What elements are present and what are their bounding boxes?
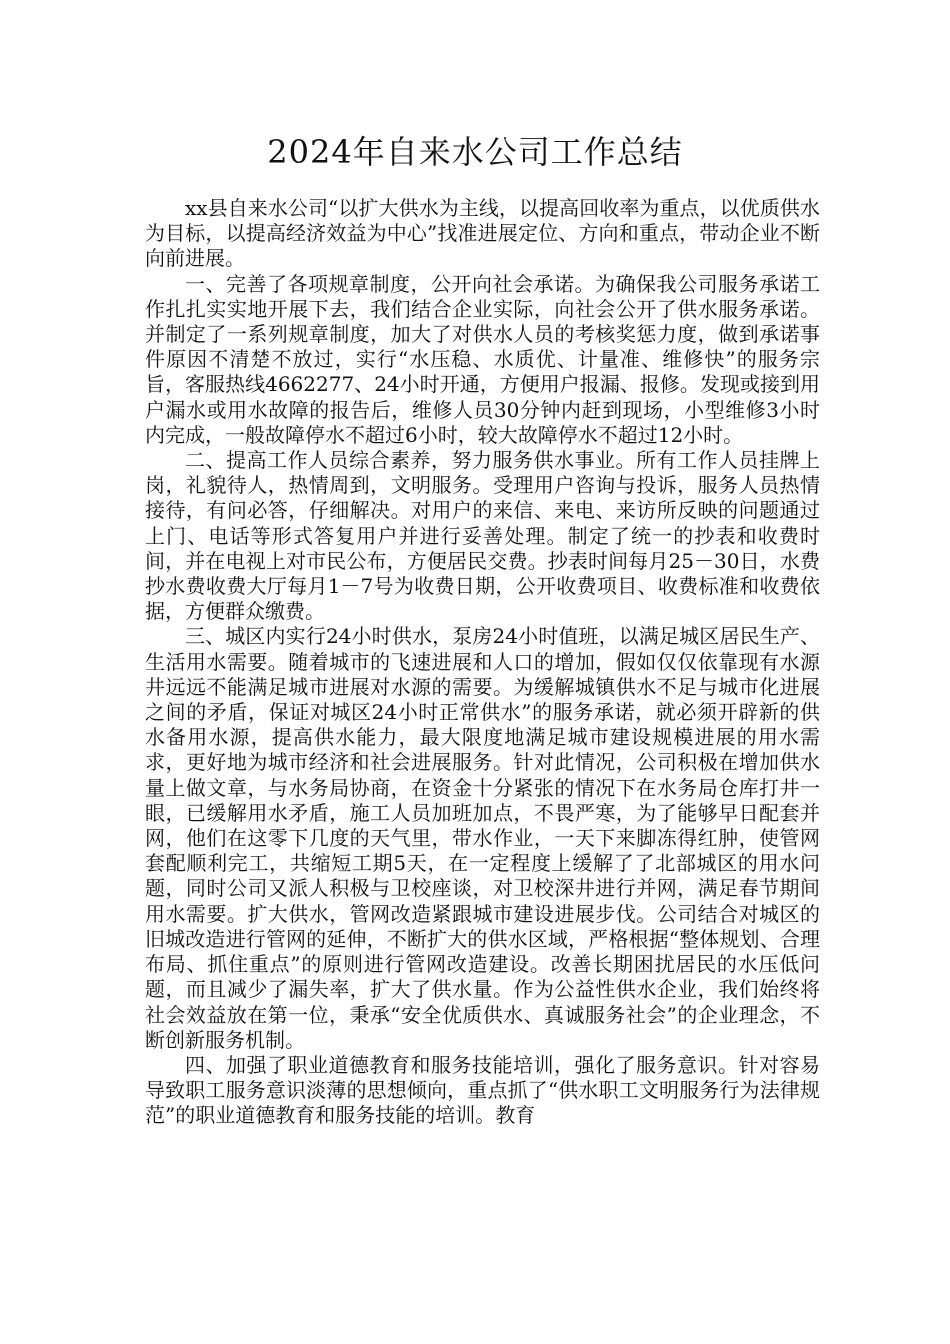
document-title: 2024年自来水公司工作总结: [267, 133, 683, 171]
paragraph-section-1: 一、完善了各项规章制度，公开向社会承诺。为确保我公司服务承诺工作扎扎实实地开展下去，我们结合企业实际，向社会公开了供水服务承诺。并制定了一系列规章制度，加大了对供水人员的考核奖惩力度，做到承诺事件原因不清楚不放过，实行“水压稳、水质优、计量准、维修快”的服务宗旨，客服热线4662277、24小时开通，方便用户报漏、报修。发现或接到用户漏水或用水故障的报告后，维修人员30分钟内赶到现场，小型维修3小时内完成，一般故障停水不超过6小时，较大故障停水不超过12小时。: [145, 271, 820, 447]
document-body: [145, 196, 820, 1129]
paragraph-section-4: 四、加强了职业道德教育和服务技能培训，强化了服务意识。针对容易导致职工服务意识淡薄的思想倾向，重点抓了“供水职工文明服务行为法律规范”的职业道德教育和服务技能的培训。教育: [145, 1052, 820, 1128]
paragraph-section-2: 二、提高工作人员综合素养，努力服务供水事业。所有工作人员挂牌上岗，礼貌待人，热情周到，文明服务。受理用户咨询与投诉，服务人员热情接待，有问必答，仔细解决。对用户的来信、来电、来访所反映的问题通过上门、电话等形式答复用户并进行妥善处理。制定了统一的抄表和收费时间，并在电视上对市民公布，方便居民交费。抄表时间每月25－30日，水费抄水费收费大厅每月1－7号为收费日期，公开收费项目、收费标准和收费依据，方便群众缴费。: [145, 448, 820, 624]
paragraph-intro: xx县自来水公司“以扩大供水为主线，以提高回收率为重点，以优质供水为目标，以提高经济效益为中心”找准进展定位、方向和重点，带动企业不断向前进展。: [145, 196, 820, 271]
paragraph-section-3: 三、城区内实行24小时供水，泵房24小时值班，以满足城区居民生产、生活用水需要。随着城市的飞速进展和人口的增加，假如仅仅依靠现有水源井远远不能满足城市进展对水源的需要。为缓解城镇供水不足与城市化进展之间的矛盾，保证对城区24小时正常供水”的服务承诺，就必须开辟新的供水备用水源，提高供水能力，最大限度地满足城市建设规模进展的用水需求，更好地为城市经济和社会进展服务。针对此情况，公司积极在增加供水量上做文章，与水务局协商，在资金十分紧张的情况下在水务局仓库打井一眼，已缓解用水矛盾，施工人员加班加点，不畏严寒，为了能够早日配套并网，他们在这零下几度的天气里，带水作业，一天下来脚冻得红肿，使管网套配顺利完工，共缩短工期5天，在一定程度上缓解了了北部城区的用水问题，同时公司又派人积极与卫校座谈，对卫校深井进行并网，满足春节期间用水需要。扩大供水，管网改造紧跟城市建设进展步伐。公司结合对城区的旧城改造进行管网的延伸，不断扩大的供水区域，严格根据“整体规划、合理布局、抓住重点”的原则进行管网改造建设。改善长期困扰居民的水压低问题，而且减少了漏失率，扩大了供水量。作为公益性供水企业，我们始终将社会效益放在第一位，秉承“安全优质供水、真诚服务社会”的企业理念，不断创新服务机制。: [145, 624, 820, 1052]
